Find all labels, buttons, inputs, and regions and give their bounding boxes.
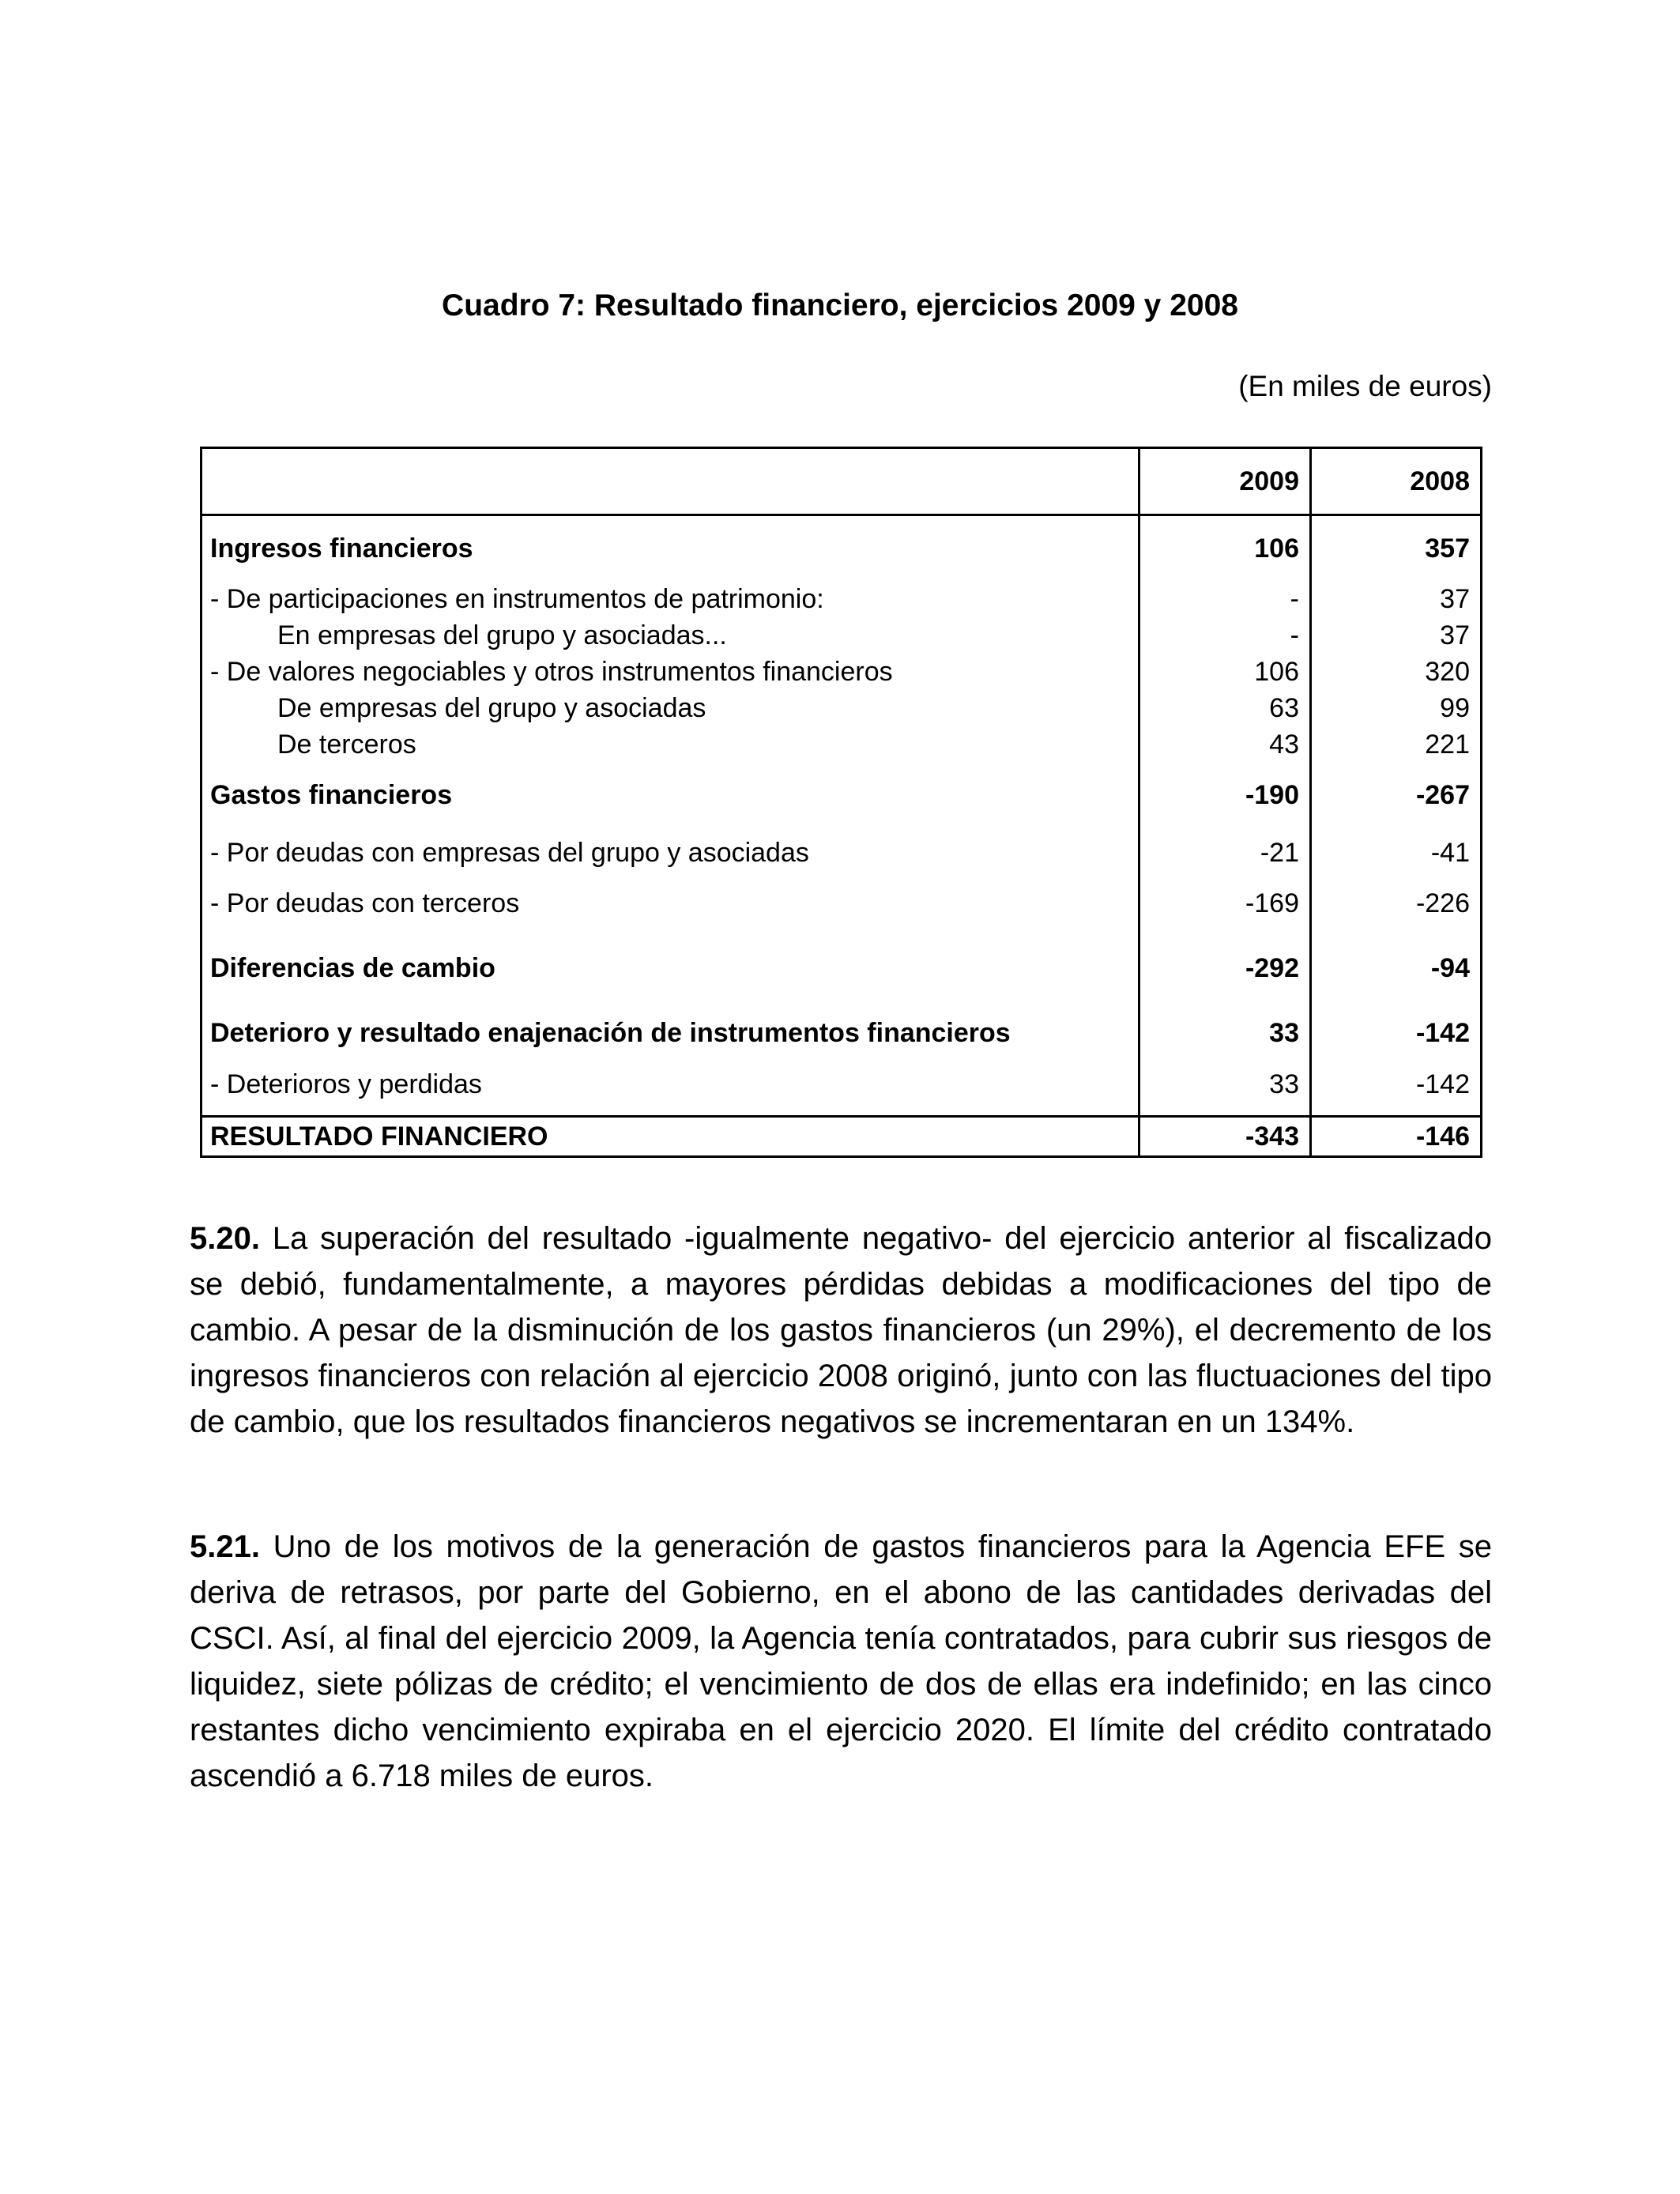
value-2008: -267 — [1311, 763, 1482, 827]
table-row — [202, 763, 1482, 827]
paragraph-number: 5.20. — [190, 1221, 260, 1256]
row-label: - Por deudas con empresas del grupo y asociadas — [202, 827, 1139, 878]
table-header-row — [202, 448, 1482, 515]
value-2009: 43 — [1139, 726, 1311, 763]
paragraph-5-20 — [190, 1216, 1492, 1445]
table-total-row — [202, 1117, 1482, 1157]
row-label: Ingresos financieros — [202, 515, 1139, 582]
value-2008: 99 — [1311, 690, 1482, 726]
value-2009: - — [1139, 617, 1311, 654]
table-row — [202, 617, 1482, 654]
row-label: - De valores negociables y otros instrumentos financieros — [202, 654, 1139, 690]
value-2008: 357 — [1311, 515, 1482, 582]
table-row — [202, 1008, 1482, 1058]
units-note: (En miles de euros) — [1238, 370, 1492, 402]
row-label: Diferencias de cambio — [202, 929, 1139, 1008]
header-year-2009: 2009 — [1139, 448, 1311, 515]
row-label: En empresas del grupo y asociadas... — [277, 620, 727, 650]
value-2009: -343 — [1139, 1117, 1311, 1157]
value-2008: -142 — [1311, 1058, 1482, 1117]
value-2008: -146 — [1311, 1117, 1482, 1157]
row-label: - Deterioros y perdidas — [202, 1058, 1139, 1117]
row-label: RESULTADO FINANCIERO — [202, 1117, 1139, 1157]
table-row — [202, 654, 1482, 690]
value-2009: 33 — [1139, 1008, 1311, 1058]
table-row — [202, 690, 1482, 726]
value-2009: -190 — [1139, 763, 1311, 827]
row-label: Gastos financieros — [202, 763, 1139, 827]
value-2008: 221 — [1311, 726, 1482, 763]
value-2009: -169 — [1139, 878, 1311, 929]
value-2009: 33 — [1139, 1058, 1311, 1117]
table-row — [202, 929, 1482, 1008]
value-2008: -142 — [1311, 1008, 1482, 1058]
value-2008: -226 — [1311, 878, 1482, 929]
table-row — [202, 878, 1482, 929]
row-label: Deterioro y resultado enajenación de instrumentos financieros — [202, 1008, 1139, 1058]
value-2009: 106 — [1139, 654, 1311, 690]
paragraph-text: La superación del resultado -igualmente negativo- del ejercicio anterior al fiscalizado se debió, fundamentalmente, a mayores pérdidas debidas a modificaciones del tipo de cambio. A pesar de la disminución de los gastos financieros (un 29%), el decremento de los ingresos financieros con relación al ejercicio 2008 originó, junto con las fluctuaciones del tipo de cambio, que los resultados financieros negativos se incrementaran en un 134%. — [190, 1221, 1492, 1439]
row-label: De terceros — [277, 729, 416, 760]
table-row — [202, 581, 1482, 617]
value-2009: -292 — [1139, 929, 1311, 1008]
table-title: Cuadro 7: Resultado financiero, ejercicios 2009 y 2008 — [442, 288, 1238, 322]
row-label: - De participaciones en instrumentos de patrimonio: — [202, 581, 1139, 617]
value-2009: 106 — [1139, 515, 1311, 582]
financial-result-table — [200, 447, 1482, 1158]
table-row — [202, 515, 1482, 582]
value-2009: - — [1139, 581, 1311, 617]
row-label: - Por deudas con terceros — [202, 878, 1139, 929]
value-2008: 37 — [1311, 581, 1482, 617]
paragraph-5-21 — [190, 1524, 1492, 1799]
value-2008: -94 — [1311, 929, 1482, 1008]
value-2008: 37 — [1311, 617, 1482, 654]
header-label-cell — [202, 448, 1139, 515]
row-label: De empresas del grupo y asociadas — [277, 692, 706, 723]
paragraph-text: Uno de los motivos de la generación de gastos financieros para la Agencia EFE se deriva de retrasos, por parte del Gobierno, en el abono de las cantidades derivadas del CSCI. Así, al final del ejercicio 2009, la Agencia tenía contratados, para cubrir sus riesgos de liquidez, siete pólizas de crédito; el vencimiento de dos de ellas era indefinido; en las cinco restantes dicho vencimiento expiraba en el ejercicio 2020. El límite del crédito contratado ascendió a 6.718 miles de euros. — [190, 1529, 1492, 1793]
table-row — [202, 1058, 1482, 1117]
table-row — [202, 827, 1482, 878]
paragraph-number: 5.21. — [190, 1529, 260, 1564]
value-2009: 63 — [1139, 690, 1311, 726]
value-2008: 320 — [1311, 654, 1482, 690]
header-year-2008: 2008 — [1311, 448, 1482, 515]
table-row — [202, 726, 1482, 763]
value-2008: -41 — [1311, 827, 1482, 878]
value-2009: -21 — [1139, 827, 1311, 878]
